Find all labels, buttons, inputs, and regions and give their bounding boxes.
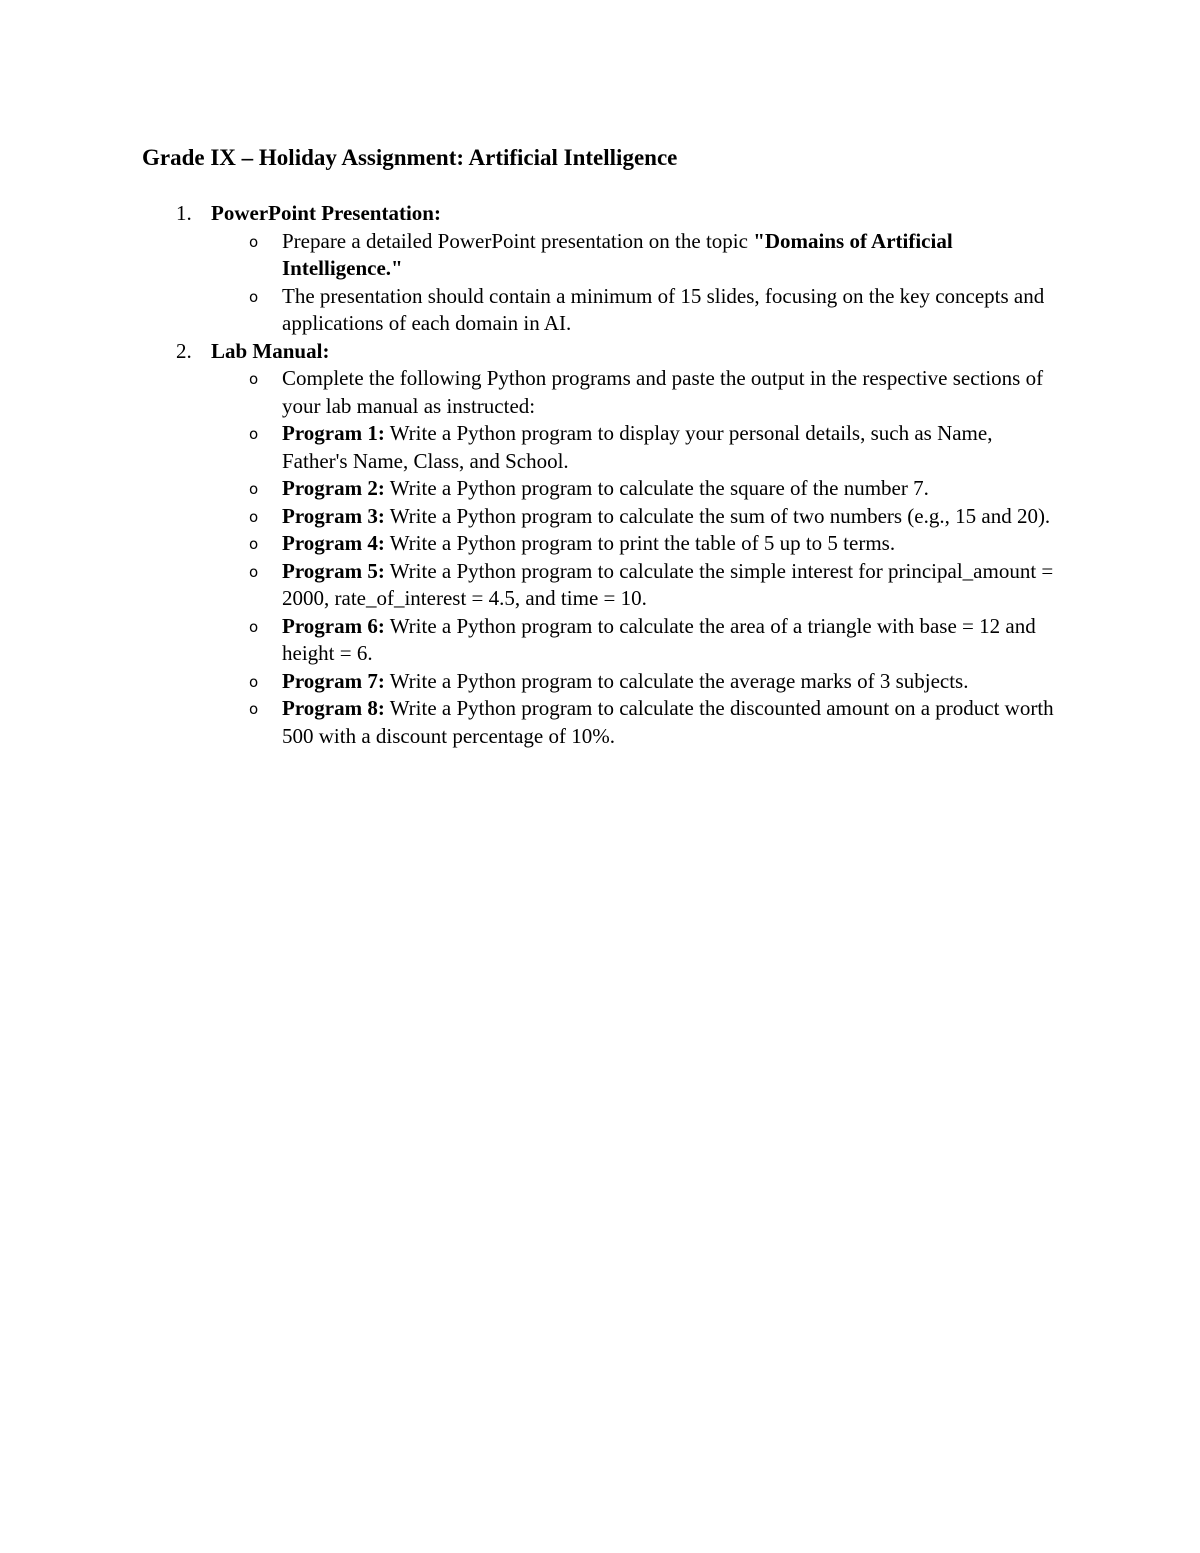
section-lab-manual: [170, 338, 1070, 751]
bullet-icon: o: [249, 507, 259, 526]
bullet-icon: o: [249, 370, 259, 388]
bullet-icon: o: [249, 480, 259, 498]
item-text: Write a Python program to calculate the sum of two numbers (e.g., 15 and 20).: [384, 503, 1051, 528]
item-text: Write a Python program to calculate the discounted amount on a product worth 500 with a discount percentage of 10%.: [282, 696, 1054, 748]
program-label: Program 1:: [282, 421, 385, 445]
bullet-icon: o: [249, 535, 259, 553]
assignment-list: [170, 200, 1070, 750]
list-item-program-5: [211, 558, 1058, 613]
list-item-program-6: [211, 613, 1058, 668]
section-powerpoint: [170, 200, 1070, 338]
bullet-icon: o: [249, 287, 259, 306]
section-items: [211, 365, 1070, 750]
item-text: Write a Python program to calculate the area of a triangle with base = 12 and height = 6.: [282, 613, 1036, 665]
program-label: Program 6:: [282, 613, 385, 638]
item-text: Write a Python program to calculate the average marks of 3 subjects.: [384, 668, 969, 693]
item-text: The presentation should contain a minimum of 15 slides, focusing on the key concepts and applications of each domain in AI.: [282, 283, 1045, 335]
section-number: 1.: [176, 201, 192, 225]
item-emphasis: "Domains of Artificial Intelligence.": [282, 228, 953, 280]
list-item-program-1: [211, 420, 1058, 475]
bullet-icon: o: [249, 425, 259, 443]
list-item-program-7: [211, 668, 1058, 696]
bullet-icon: o: [249, 672, 259, 691]
program-label: Program 7:: [282, 668, 385, 693]
program-label: Program 3:: [282, 503, 385, 528]
item-text: Write a Python program to calculate the square of the number 7.: [384, 476, 929, 500]
bullet-icon: o: [249, 232, 259, 251]
section-number: 2.: [176, 338, 192, 363]
list-item: [211, 228, 1058, 283]
item-text: Write a Python program to print the table of 5 up to 5 terms.: [384, 531, 896, 555]
list-item: [211, 283, 1058, 338]
section-heading: PowerPoint Presentation:: [211, 201, 441, 225]
list-item: [211, 365, 1058, 420]
item-text: Complete the following Python programs and paste the output in the respective sections of your lab manual as instructed:: [282, 366, 1044, 418]
bullet-icon: o: [249, 562, 259, 581]
list-item-program-3: [211, 503, 1058, 531]
item-text: Write a Python program to display your personal details, such as Name, Father's Name, Class, and School.: [282, 421, 993, 473]
section-heading: Lab Manual:: [211, 338, 330, 363]
program-label: Program 2:: [282, 476, 385, 500]
document-title: Grade IX – Holiday Assignment: Artificial Intelligence: [142, 145, 678, 170]
program-label: Program 5:: [282, 558, 385, 583]
program-label: Program 4:: [282, 531, 385, 555]
section-items: [211, 228, 1070, 338]
program-label: Program 8:: [282, 696, 385, 720]
bullet-icon: o: [249, 617, 259, 636]
item-text: Prepare a detailed PowerPoint presentation on the topic: [282, 228, 754, 253]
bullet-icon: o: [249, 700, 259, 718]
list-item-program-4: [211, 530, 1058, 558]
item-text: Write a Python program to calculate the simple interest for principal_amount = 2000, rate_of_interest = 4.5, and time = 10.: [282, 558, 1054, 610]
list-item-program-8: [211, 695, 1058, 750]
list-item-program-2: [211, 475, 1058, 503]
